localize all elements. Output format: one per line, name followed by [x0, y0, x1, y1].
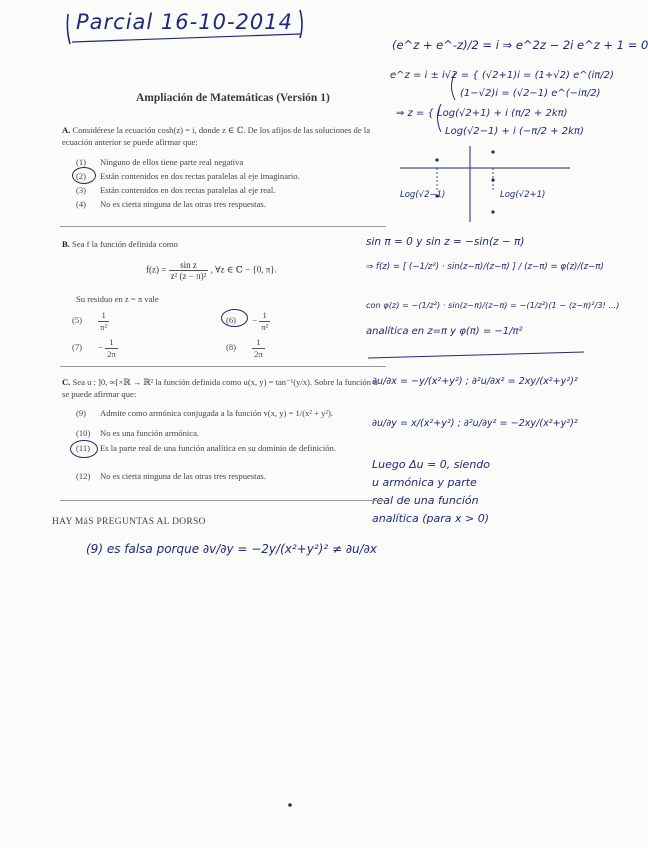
hw-c-line4: u armónica y parte	[372, 476, 477, 489]
hw-c-line1: ∂u/∂x = −y/(x²+y²) ; ∂²u/∂x² = 2xy/(x²+y²)²	[372, 376, 578, 387]
option-12[interactable]	[76, 471, 266, 482]
hw-b-line1: sin π = 0 y sin z = −sin(z − π)	[366, 236, 525, 248]
formula-lhs: f(z) =	[146, 264, 167, 275]
divider-b-c	[60, 366, 386, 367]
option-7-denominator: 2π	[107, 349, 116, 359]
formula-fraction	[169, 260, 209, 281]
formula-numerator: sin z	[169, 260, 209, 271]
option-5[interactable]	[72, 310, 109, 333]
option-1[interactable]	[76, 157, 243, 168]
option-4-text: No es cierta ninguna de las otras tres respuestas.	[100, 199, 266, 209]
option-6-prefix: −	[252, 315, 258, 326]
hw-a-line1: (e^z + e^-z)/2 = i ⇒ e^2z − 2i e^z + 1 = 0	[392, 38, 648, 52]
option-10[interactable]	[76, 428, 199, 439]
hw-a-line3: (1−√2)i = (√2−1) e^(−iπ/2)	[460, 88, 601, 99]
hw-axis-right: Log(√2+1)	[500, 190, 546, 200]
question-a	[62, 124, 390, 148]
option-12-text: No es cierta ninguna de las otras tres respuestas.	[100, 471, 266, 481]
question-b-residue: Su residuo en z = π vale	[76, 294, 159, 304]
option-8[interactable]	[226, 337, 265, 360]
question-b-text: Sea f la función definida como	[72, 239, 178, 249]
hw-c-line6: analítica (para x > 0)	[372, 512, 490, 525]
selected-answer-circle	[72, 167, 96, 184]
option-3[interactable]	[76, 185, 275, 196]
selected-answer-circle	[70, 440, 98, 458]
handwritten-title: Parcial 16-10-2014	[76, 10, 293, 34]
option-3-num: (3)	[76, 185, 87, 195]
option-8-denominator: 2π	[254, 349, 263, 359]
hw-b-line2: ⇒ f(z) = [ (−1/z²) · sin(z−π)/(z−π) ] / (z−π) = φ(z)/(z−π)	[366, 262, 604, 272]
question-c-text: Sea u : ]0, ∞[×ℝ → ℝ² la función definida como u(x, y) = tan⁻¹(y/x). Sobre la función u se puede afirmar que:	[62, 377, 378, 399]
option-3-text: Están contenidos en dos rectas paralelas al eje real.	[100, 185, 276, 195]
question-b-formula	[146, 260, 277, 281]
option-7[interactable]	[72, 337, 118, 360]
hw-bottom: (9) es falsa porque ∂v/∂y = −2y/(x²+y²)² ≠ ∂u/∂x	[86, 542, 377, 556]
option-4-num: (4)	[76, 199, 87, 209]
option-5-frac	[98, 310, 109, 333]
option-5-num: (5)	[72, 315, 83, 326]
option-7-numerator: 1	[105, 337, 118, 349]
option-9[interactable]	[76, 408, 333, 419]
option-4[interactable]	[76, 199, 266, 210]
formula-denominator: z² (z − π)²	[170, 271, 207, 281]
option-9-text: Admite como armónica conjugada a la función v(x, y) = 1/(x² + y²).	[100, 408, 333, 418]
hw-b-line3: con φ(z) = −(1/z²) · sin(z−π)/(z−π) = −(1/z²)(1 − (z−π)²/3! ...)	[366, 300, 620, 310]
option-11[interactable]	[76, 443, 366, 454]
option-1-text: Ninguno de ellos tiene parte real negativa	[100, 157, 244, 167]
option-6-num: (6)	[226, 315, 237, 326]
option-2-num: (2)	[76, 171, 87, 181]
option-6-numerator: 1	[259, 310, 270, 322]
hw-a-line2: e^z = i ± i√2 = { (√2+1)i = (1+√2) e^(iπ/2)	[390, 70, 614, 81]
question-c-label: C.	[62, 377, 71, 387]
question-a-text: Considérese la ecuación cosh(z) = i, donde z ∈ ℂ. De los afijos de las soluciones de la ecuación anterior se puede afirmar que:	[62, 125, 371, 147]
exam-title: Ampliación de Matemáticas (Versión 1)	[136, 92, 330, 104]
hw-b-line4: analítica en z=π y φ(π) = −1/π²	[366, 326, 523, 337]
question-c	[62, 376, 382, 400]
hw-c-line2: ∂u/∂y = x/(x²+y²) ; ∂²u/∂y² = −2xy/(x²+y²)²	[372, 418, 578, 429]
option-5-numerator: 1	[98, 310, 109, 322]
option-6-denominator: π²	[261, 322, 269, 332]
hw-a-line4: ⇒ z = { Log(√2+1) + i (π/2 + 2kπ)	[396, 108, 568, 119]
option-10-num: (10)	[76, 428, 91, 438]
option-2-text: Están contenidos en dos rectas paralelas al eje imaginario.	[100, 171, 300, 181]
option-7-frac	[105, 337, 118, 360]
option-5-denominator: π²	[100, 322, 108, 332]
question-b	[62, 238, 382, 250]
question-a-label: A.	[62, 125, 71, 135]
selected-answer-circle	[221, 309, 248, 327]
option-12-num: (12)	[76, 471, 91, 481]
option-1-num: (1)	[76, 157, 87, 167]
option-2[interactable]	[76, 171, 300, 182]
option-11-text: Es la parte real de una función analítica en su dominio de definición.	[100, 443, 337, 453]
option-6-frac	[259, 310, 270, 333]
footer-note: HAY MáS PREGUNTAS AL DORSO	[52, 517, 206, 527]
formula-domain: , ∀z ∈ ℂ − {0, π}.	[210, 264, 277, 275]
option-7-prefix: −	[98, 342, 104, 353]
divider-a-b	[60, 226, 386, 227]
option-8-num: (8)	[226, 342, 237, 353]
option-8-numerator: 1	[252, 337, 265, 349]
hw-c-line3: Luego Δu = 0, siendo	[372, 458, 491, 471]
option-7-num: (7)	[72, 342, 83, 353]
hw-c-line5: real de una función	[372, 494, 479, 507]
divider-c-end	[60, 500, 386, 501]
hw-axis-left: Log(√2−1)	[400, 190, 446, 200]
hw-a-line5: Log(√2−1) + i (−π/2 + 2kπ)	[445, 126, 584, 137]
option-10-text: No es una función armónica.	[100, 428, 200, 438]
option-11-num: (11)	[76, 443, 90, 453]
option-9-num: (9)	[76, 408, 87, 418]
question-b-label: B.	[62, 239, 70, 249]
option-8-frac	[252, 337, 265, 360]
